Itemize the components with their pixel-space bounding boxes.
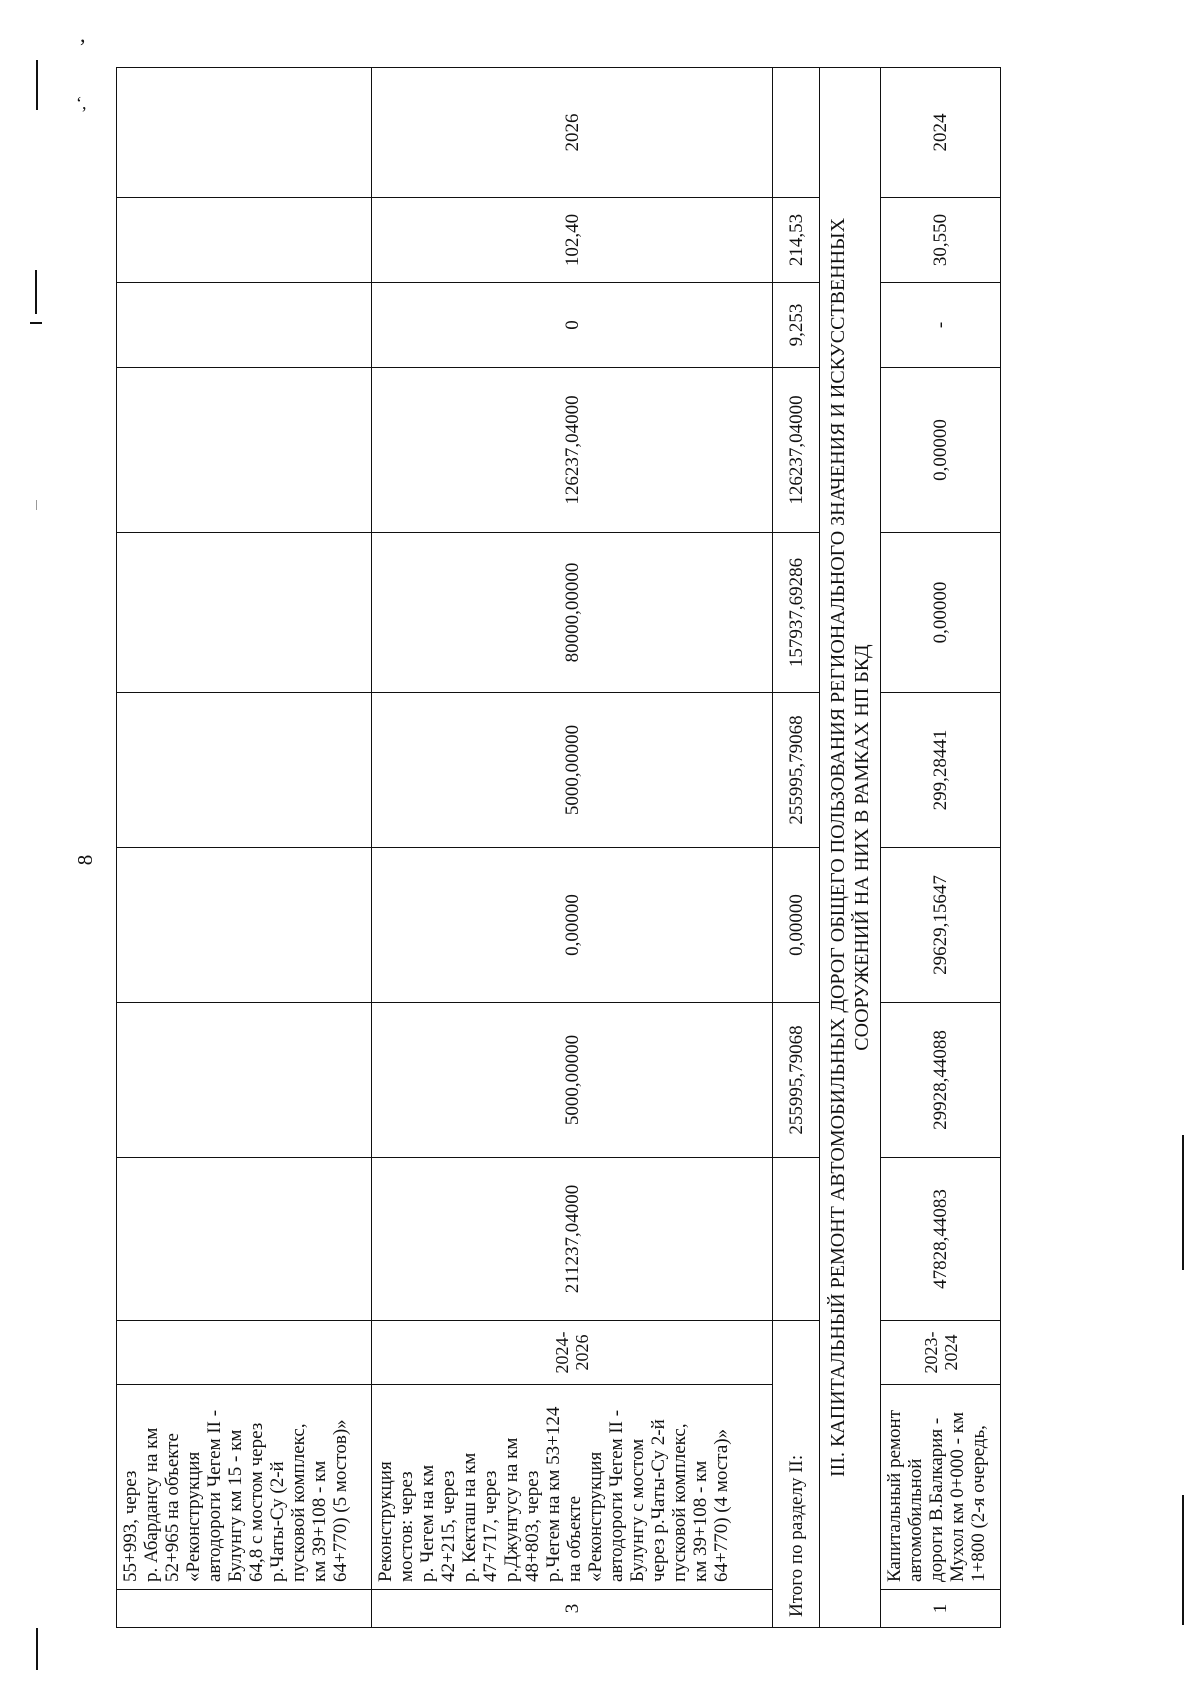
value-cell: 126237,04000 (372, 368, 773, 533)
stray-mark-second: ‘, (76, 93, 87, 113)
subtotal-value: 9,253 (773, 283, 820, 368)
scan-mark-right-1 (1182, 1135, 1184, 1270)
desc-line: «Реконструкция (183, 1451, 204, 1582)
period-cell: 2024- 2026 (372, 1321, 773, 1385)
desc-line: пусковой комплекс, (669, 1423, 690, 1582)
desc-line: р.Джунгусу на км (501, 1437, 522, 1582)
table-row-section-title (820, 68, 881, 1628)
desc-line: Капитальный ремонт (884, 1409, 905, 1582)
scan-mark-right-2 (1182, 1495, 1184, 1625)
object-description (372, 1385, 773, 1590)
desc-line: автодороги Чегем II - (606, 1409, 627, 1582)
value-cell (117, 533, 372, 693)
subtotal-value: 255995,79068 (773, 693, 820, 848)
period-cell: 2023- 2024 (881, 1321, 1001, 1385)
period-cell (117, 1321, 372, 1385)
subtotal-year (773, 68, 820, 198)
value-cell: 102,40 (372, 198, 773, 283)
value-cell: 0,00000 (881, 368, 1001, 533)
scan-mark-left-faint (36, 500, 37, 510)
page-number: 8 (73, 854, 97, 866)
desc-line: Булунгу с мостом (627, 1438, 648, 1582)
year-cell: 2024 (881, 68, 1001, 198)
value-cell: 0,00000 (881, 533, 1001, 693)
section-title (820, 68, 881, 1628)
desc-line: автодороги Чегем II - (204, 1409, 225, 1582)
value-cell (117, 283, 372, 368)
table-row-continued (117, 68, 372, 1628)
desc-line: дороги В.Балкария - (926, 1417, 947, 1582)
value-cell: 29928,44088 (881, 1003, 1001, 1158)
table-row-item-1 (881, 68, 1001, 1628)
desc-line: р. Чегем на км (417, 1464, 438, 1582)
desc-line: км 39+108 - км (309, 1460, 330, 1582)
value-cell (117, 1158, 372, 1321)
value-cell: 211237,04000 (372, 1158, 773, 1321)
subtotal-label: Итого по разделу II: (773, 1321, 820, 1628)
value-cell: 5000,00000 (372, 693, 773, 848)
rotated-document-page (116, 68, 989, 1628)
row-number (117, 1590, 372, 1628)
row-number: 1 (881, 1590, 1001, 1628)
value-cell (117, 1003, 372, 1158)
desc-line: 47+717, через (480, 1470, 501, 1582)
budget-table (116, 67, 1001, 1628)
desc-line: Булунгу км 15 - км (225, 1429, 246, 1582)
desc-line: р. Кекташ на км (459, 1452, 480, 1582)
desc-line: «Реконструкция (585, 1451, 606, 1582)
desc-line: 42+215, через (438, 1470, 459, 1582)
section-title-line: III. КАПИТАЛЬНЫЙ РЕМОНТ АВТОМОБИЛЬНЫХ ДОРОГ ОБЩЕГО ПОЛЬЗОВАНИЯ РЕГИОНАЛЬНОГО ЗНАЧЕНИЯ И ИСКУССТВЕННЫХ (827, 217, 849, 1478)
scan-mark-left-mid-2 (30, 322, 42, 324)
subtotal-value: 255995,79068 (773, 1003, 820, 1158)
desc-line: на объекте (564, 1495, 585, 1582)
desc-line: р.Чегем на км 53+124 (543, 1406, 564, 1582)
value-cell: 0,00000 (372, 848, 773, 1003)
subtotal-value: 214,53 (773, 198, 820, 283)
desc-line: Реконструкция (375, 1461, 396, 1582)
scan-mark-left-bottom (36, 1628, 38, 1670)
desc-line: 48+803, через (522, 1470, 543, 1582)
value-cell: 5000,00000 (372, 1003, 773, 1158)
table-row-item-3 (372, 68, 773, 1628)
year-cell (117, 68, 372, 198)
value-cell: 80000,00000 (372, 533, 773, 693)
subtotal-value (773, 1158, 820, 1321)
scan-mark-left-mid-1 (35, 270, 37, 314)
desc-line: р. Абардансу на км (141, 1427, 162, 1582)
value-cell (117, 848, 372, 1003)
desc-line: 64+770) (4 моста)» (711, 1428, 732, 1582)
desc-line: Мухол км 0+000 - км (947, 1412, 968, 1582)
value-cell: 299,28441 (881, 693, 1001, 848)
desc-line: 52+965 на объекте (162, 1433, 183, 1582)
value-cell (117, 693, 372, 848)
subtotal-value: 0,00000 (773, 848, 820, 1003)
desc-line: 64,8 с мостом через (246, 1422, 267, 1582)
value-cell: 30,550 (881, 198, 1001, 283)
desc-line: 1+800 (2-я очередь, (968, 1425, 989, 1582)
value-cell: 0 (372, 283, 773, 368)
desc-line: 55+993, через (120, 1470, 141, 1582)
section-title-line: СООРУЖЕНИЙ НА НИХ В РАМКАХ НП БКД (851, 644, 873, 1051)
value-cell: - (881, 283, 1001, 368)
subtotal-value: 157937,69286 (773, 533, 820, 693)
desc-line: р.Чаты-Су (2-й (267, 1461, 288, 1582)
desc-line: через р.Чаты-Су 2-й (648, 1419, 669, 1582)
value-cell (117, 198, 372, 283)
desc-line: автомобильной (905, 1458, 926, 1582)
stray-mark-top: , (80, 22, 86, 47)
desc-line: 64+770) (5 мостов)» (330, 1419, 351, 1582)
desc-line: пусковой комплекс, (288, 1423, 309, 1582)
object-description (117, 1385, 372, 1590)
year-cell: 2026 (372, 68, 773, 198)
table-row-subtotal (773, 68, 820, 1628)
value-cell: 47828,44083 (881, 1158, 1001, 1321)
value-cell (117, 368, 372, 533)
desc-line: мостов: через (396, 1471, 417, 1582)
desc-line: км 39+108 - км (690, 1460, 711, 1582)
row-number: 3 (372, 1590, 773, 1628)
subtotal-value: 126237,04000 (773, 368, 820, 533)
scan-mark-left-top (36, 60, 38, 110)
value-cell: 29629,15647 (881, 848, 1001, 1003)
object-description (881, 1385, 1001, 1590)
